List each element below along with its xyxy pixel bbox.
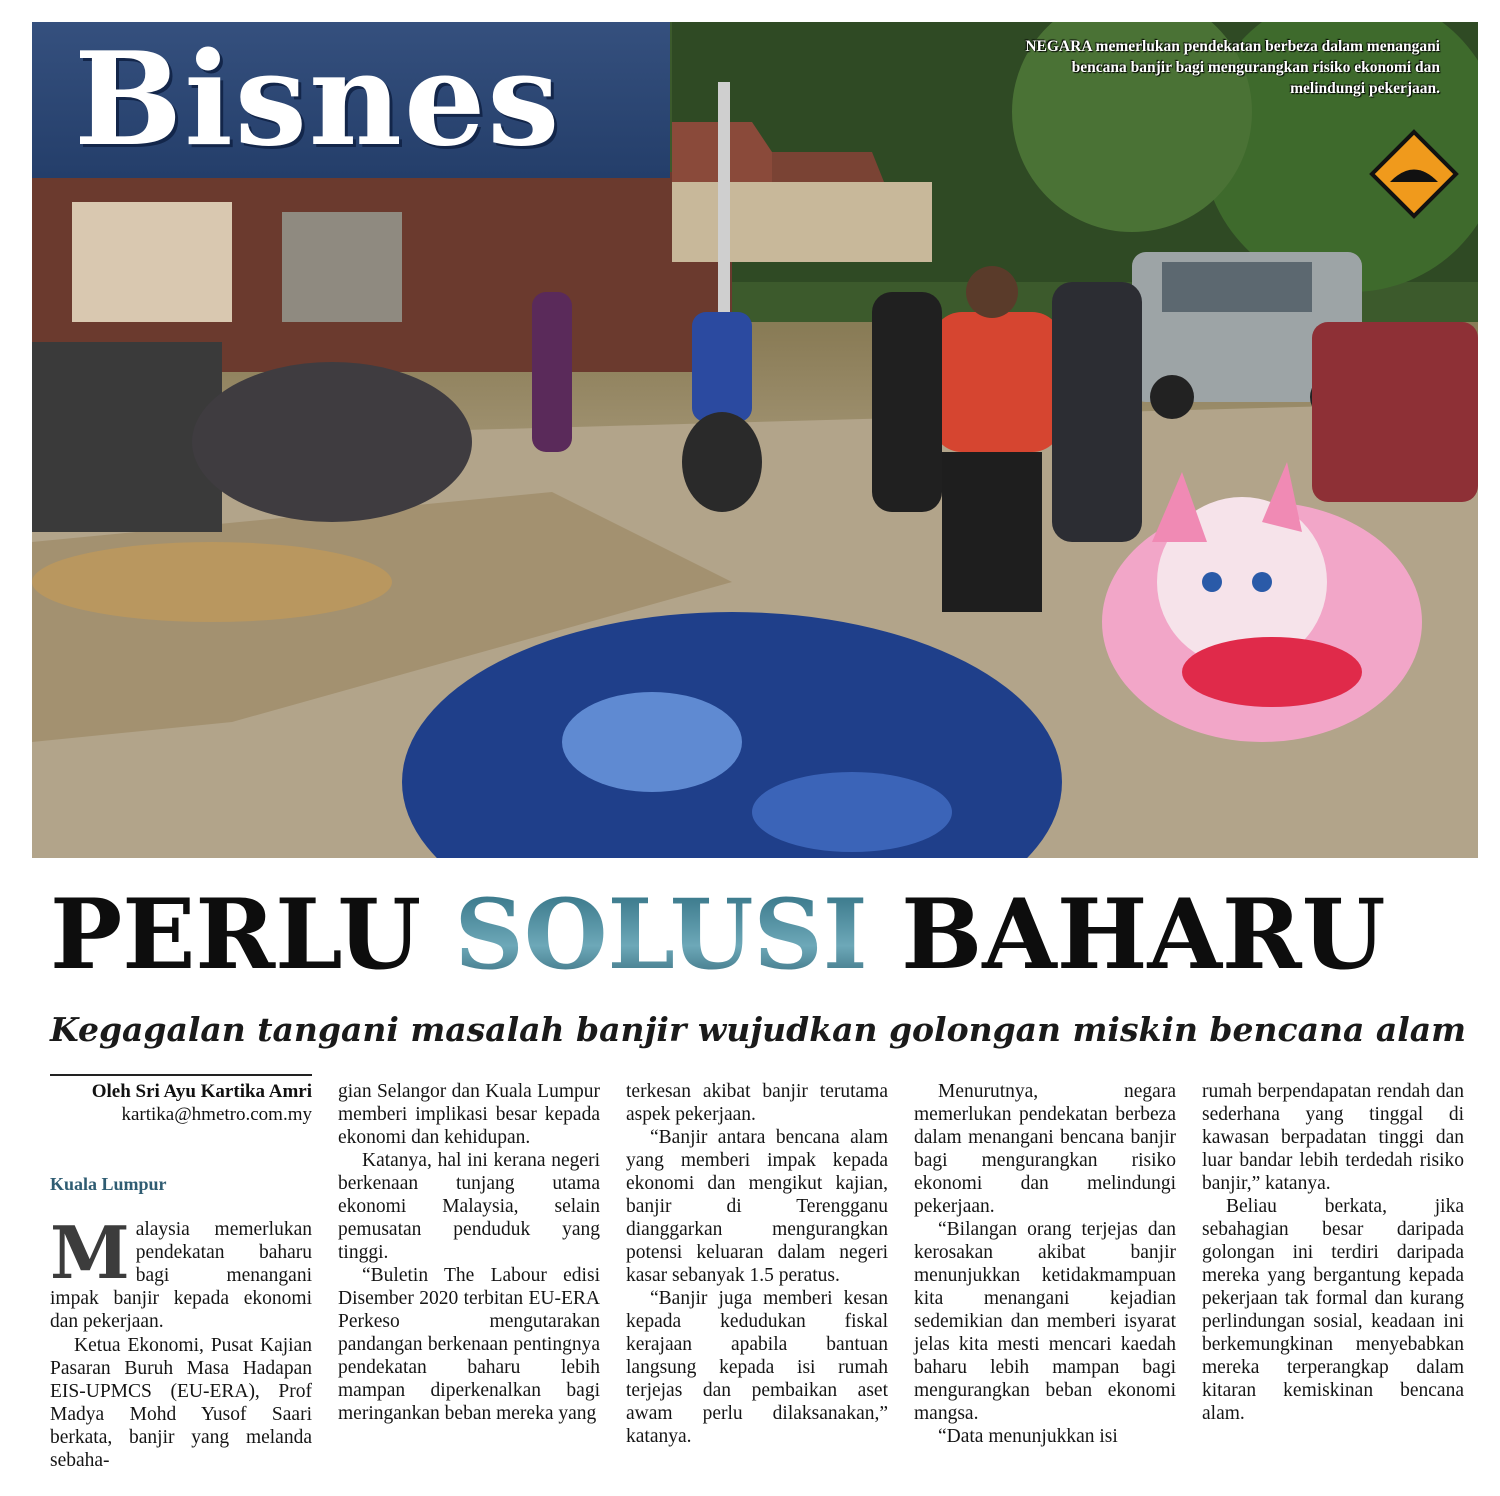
paragraph-1-text: alaysia memerlukan pendekatan baharu bagi menangani impak banjir kepada ekonomi dan pekerjaan.: [50, 1219, 312, 1332]
headline-part-3: BAHARU: [901, 878, 1386, 991]
section-title: Bisnes: [74, 25, 562, 175]
article-column-3: [626, 1080, 888, 1448]
section-masthead: [32, 22, 670, 178]
article-paragraph-10: Beliau berkata, jika sebahagian besar daripada golongan ini terdiri daripada mereka yang bergantung kepada pekerjaan tak formal dan kurang perlindungan sosial, keadaan ini berkemungkinan menyebabkan mereka terperangkap dalam kitaran kemiskinan bencana alam.: [1202, 1196, 1464, 1424]
article-paragraph-9a: “Data menunjukkan isi: [938, 1426, 1118, 1447]
article-paragraph-2b: gian Selangor dan Kuala Lumpur memberi implikasi besar kepada ekonomi dan kehidupan.: [338, 1081, 600, 1148]
article-column-5: [1202, 1080, 1464, 1425]
article-paragraph-3: Katanya, hal ini kerana negeri berkenaan tunjang utama ekonomi Malaysia, selain pemusatan penduduk yang tinggi.: [338, 1150, 600, 1263]
article-paragraph-6: “Banjir juga memberi kesan kepada kedudukan fiskal kerajaan apabila bantuan langsung kepada isi rumah terjejas dan pembaikan aset awam perlu dilaksanakan,” katanya.: [626, 1288, 888, 1447]
article-column-1-continued: [50, 1334, 312, 1472]
headline-part-2: SOLUSI: [454, 878, 868, 991]
article-column-4: [914, 1080, 1176, 1448]
dropcap: M: [50, 1210, 130, 1295]
article-paragraph-8: “Bilangan orang terjejas dan kerosakan akibat banjir menunjukkan ketidakmampuan kita menangani kejadian sedemikian dan memberi isyarat jelas kita mesti mencari kaedah baharu lebih mampan bagi mengurangkan beban ekonomi mangsa.: [914, 1219, 1176, 1424]
article-paragraph-2a: Ketua Ekonomi, Pusat Kajian Pasaran Buruh Masa Hadapan EIS-UPMCS (EU-ERA), Prof Madya Mohd Yusof Saari berkata, banjir yang melanda sebaha-: [50, 1335, 312, 1471]
article-paragraph-9b: rumah berpendapatan rendah dan sederhana yang tinggal di kawasan berpadatan tinggi dan luar bandar lebih terdedah risiko banjir,” katanya.: [1202, 1081, 1464, 1194]
article-paragraph-1: [50, 1210, 312, 1333]
dateline: Kuala Lumpur: [50, 1174, 167, 1194]
article-column-2: [338, 1080, 600, 1425]
article-paragraph-4a: “Buletin The Labour edisi Disember 2020 terbitan EU-ERA Perkeso mengutarakan pandangan berkenaan pentingnya pendekatan baharu lebih mampan diperkenalkan bagi meringankan beban mereka yang: [338, 1265, 600, 1424]
byline-email[interactable]: kartika@hmetro.com.my: [121, 1104, 312, 1125]
byline: [50, 1080, 312, 1126]
byline-author: Oleh Sri Ayu Kartika Amri: [91, 1081, 312, 1102]
article-paragraph-4b: terkesan akibat banjir terutama aspek pekerjaan.: [626, 1081, 888, 1125]
byline-rule: [50, 1074, 312, 1076]
headline: [50, 880, 1470, 990]
photo-caption: NEGARA memerlukan pendekatan berbeza dalam menangani bencana banjir bagi mengurangkan risiko ekonomi dan melindungi pekerjaan.: [1025, 38, 1440, 97]
subheadline: Kegagalan tangani masalah banjir wujudkan golongan miskin bencana alam: [50, 1010, 1467, 1049]
article-paragraph-7: Menurutnya, negara memerlukan pendekatan berbeza dalam menangani bencana banjir bagi mengurangkan risiko ekonomi dan melindungi pekerjaan.: [914, 1081, 1176, 1217]
article-paragraph-5: “Banjir antara bencana alam yang memberi impak kepada ekonomi dan mengikut kajian, banjir di Terengganu dianggarkan mengurangkan potensi keluaran dalam negeri kasar sebanyak 1.5 peratus.: [626, 1127, 888, 1286]
headline-part-1: PERLU: [50, 878, 422, 991]
